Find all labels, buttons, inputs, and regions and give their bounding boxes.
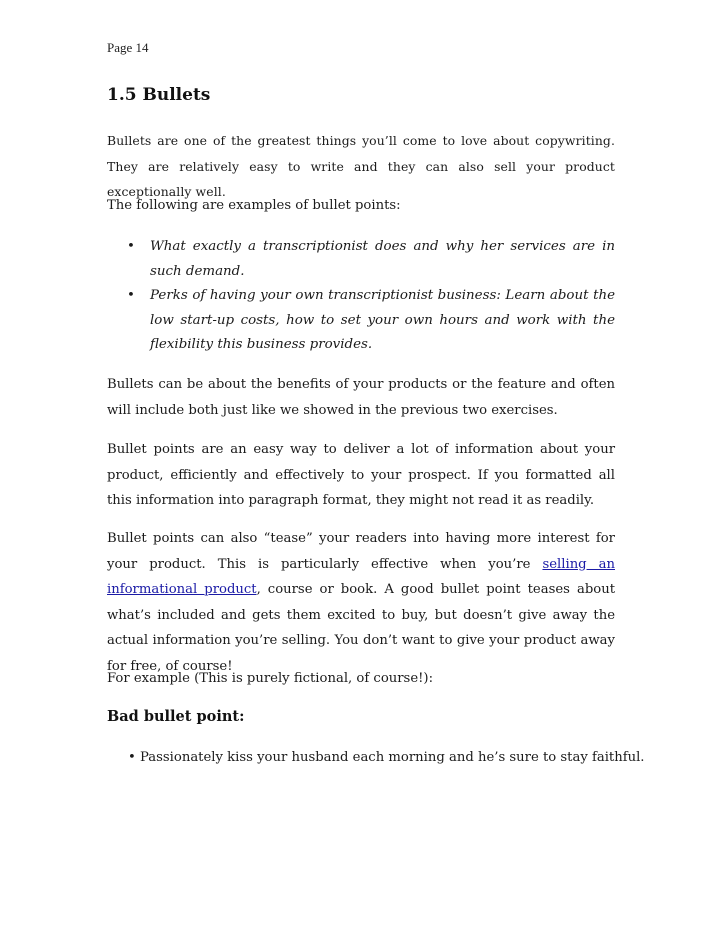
section-title: 1.5 Bullets	[107, 85, 211, 105]
bullet-text: Perks of having your own transcriptionist business: Learn about the low start-up costs, how to set your own hours and work with the flexibility this business provides.	[150, 288, 615, 352]
bullet-text: What exactly a transcriptionist does and why her services are in such demand.	[150, 239, 615, 279]
bullet-symbol: •	[128, 750, 136, 765]
informational-product-link[interactable]: selling an informational product	[107, 556, 615, 597]
examples-intro-paragraph: The following are examples of bullet points:	[107, 198, 401, 213]
example-bullet-list	[107, 235, 615, 358]
intro-paragraph: Bullets are one of the greatest things you’ll come to love about copywriting. They are relatively easy to write and they can also sell your product exceptionally well.	[107, 133, 615, 199]
benefits-paragraph: Bullets can be about the benefits of your products or the feature and often will include both just like we showed in the previous two exercises.	[107, 377, 615, 418]
bad-bullet-heading: Bad bullet point:	[107, 708, 245, 725]
bad-bullet-item	[128, 750, 645, 765]
tease-paragraph	[107, 526, 615, 679]
easy-way-paragraph: Bullet points are an easy way to deliver a lot of information about your product, efficiently and effectively to your prospect. If you formatted all this information into paragraph format, they might not read it as readily.	[107, 442, 615, 508]
tease-text-after-link: , course or book. A good bullet point teases about what’s included and gets them excited to buy, but doesn’t give away the actual information you’re selling. You don’t want to give your product away for free, of course!	[107, 582, 615, 674]
bullet-symbol: •	[127, 288, 135, 303]
list-item	[107, 235, 615, 284]
for-example-paragraph: For example (This is purely fictional, of course!):	[107, 671, 434, 686]
tease-text-before-link: Bullet points can also “tease” your readers into having more interest for your product. This is particularly effective when you’re	[107, 531, 615, 572]
bullet-symbol: •	[127, 239, 135, 254]
list-item	[107, 284, 615, 358]
bullet-text: Passionately kiss your husband each morning and he’s sure to stay faithful.	[139, 750, 645, 765]
page-number-header: Page 14	[107, 40, 149, 55]
